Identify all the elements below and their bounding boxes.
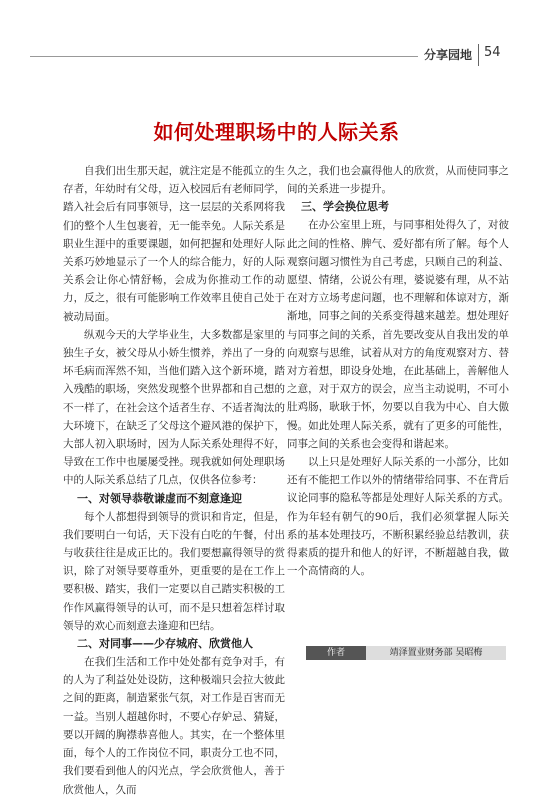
paragraph: 久之，我们也会赢得他人的欣赏，从而使同事之间的关系进一步提升。 bbox=[287, 165, 509, 196]
author-bar bbox=[306, 646, 506, 660]
section-heading: 二、对同事——少存城府、欣赏他人 bbox=[77, 637, 253, 651]
paragraph: 在我们生活和工作中处处都有竞争对手，有的人为了利益处处设防，这种极端只会拉大彼此之间的距离，制造紧张气氛，对工作是百害而无一益。当别人超越你时，不要心存妒忌、猜疑，要以开阔的胸襟恭喜他人。其实，在一个整体里面，每个人的工作岗位不同，职责分工也不同，我们要看到他人的闪光点，学会欣赏他人，善于欣赏他人，久而 bbox=[63, 656, 285, 796]
header-rule bbox=[30, 56, 418, 57]
page-header bbox=[0, 44, 553, 66]
section-name: 分享园地 bbox=[424, 48, 473, 62]
paragraph: 每个人都想得到领导的赏识和肯定，但是，我们要明白一句话，天下没有白吃的午餐，付出与收获往往是成正比的。我们要想赢得领导的赏识，除了对领导要尊重外，更重要的是在工作上要积极、踏实，我们一定要以自己踏实积极的工作作风赢得领导的认可，而不是只想着怎样讨取领导的欢心而刻意去逢迎和巴结。 bbox=[63, 510, 285, 632]
section-heading: 一、对领导恭敬谦虚而不刻意逢迎 bbox=[77, 491, 242, 505]
left-column bbox=[63, 162, 285, 799]
page-number: 54 bbox=[484, 45, 501, 60]
article-title: 如何处理职场中的人际关系 bbox=[153, 120, 400, 144]
paragraph: 以上只是处理好人际关系的一小部分，比如还有不能把工作以外的情绪带给同事、不在背后议论同事的隐私等都是处理好人际关系的方式。作为年轻有朝气的90后，我们必须掌握人际关系的基本处理技巧，不断积累经验总结教训，获得素质的提升和他人的好评，不断超越自我，做一个高情商的人。 bbox=[287, 456, 509, 578]
section-heading: 三、学会换位思考 bbox=[301, 200, 389, 214]
paragraph: 纵观今天的大学毕业生，大多数都是家里的独生子女，被父母从小娇生惯养，养出了一身的坏毛病而浑然不知，当他们踏入这个新环境，踏入残酷的职场，突然发现整个世界都和自己想的不一样了，在社会这个适者生存、不适者淘汰的大环境下，在缺乏了父母这个避风港的保护下，大部人初入职场时，因为人际关系处理得不好，导致在工作中也屡屡受挫。现我就如何处理职场中的人际关系总结了几点，仅供各位参考： bbox=[63, 328, 285, 487]
author-name: 靖泽置业财务部 吴昭梅 bbox=[366, 646, 506, 660]
paragraph: 自我们出生那天起，就注定是不能孤立的生存者，年幼时有父母，迈入校园后有老师同学，踏入社会后有同事领导，这一层层的关系网将我们的整个人生包裹着，无一能幸免。人际关系是职业生涯中的重要课题，如何把握和处理好人际关系巧妙地显示了一个人的综合能力，好的人际关系会让你心情舒畅，会成为你推动工作的动力，反之，很有可能影响工作效率且使自己处于被动局面。 bbox=[63, 165, 285, 323]
paragraph: 在办公室里上班，与同事相处得久了，对彼此之间的性格、脾气、爱好都有所了解。每个人观察问题习惯性为自己考虑，只顾自己的利益、愿望、情绪，公说公有理，婆说婆有理，从不站在对方立场考虑问题，也不理解和体谅对方，渐渐地，同事之间的关系变得越来越差。想处理好与同事之间的关系，首先要改变从自我出发的单向观察与思维，试着从对方的角度观察对方、替对方着想，即设身处地，在此基础上，善解他人之意，对于双方的误会，应当主动说明，不可小肚鸡肠，耿耿于怀，勿要以自我为中心、自大傲慢。如此处理人际关系，就有了更多的可能性，同事之间的关系也会变得和谐起来。 bbox=[287, 219, 509, 450]
right-column bbox=[287, 162, 509, 580]
author-label: 作者 bbox=[306, 646, 366, 660]
header-separator bbox=[478, 44, 479, 66]
